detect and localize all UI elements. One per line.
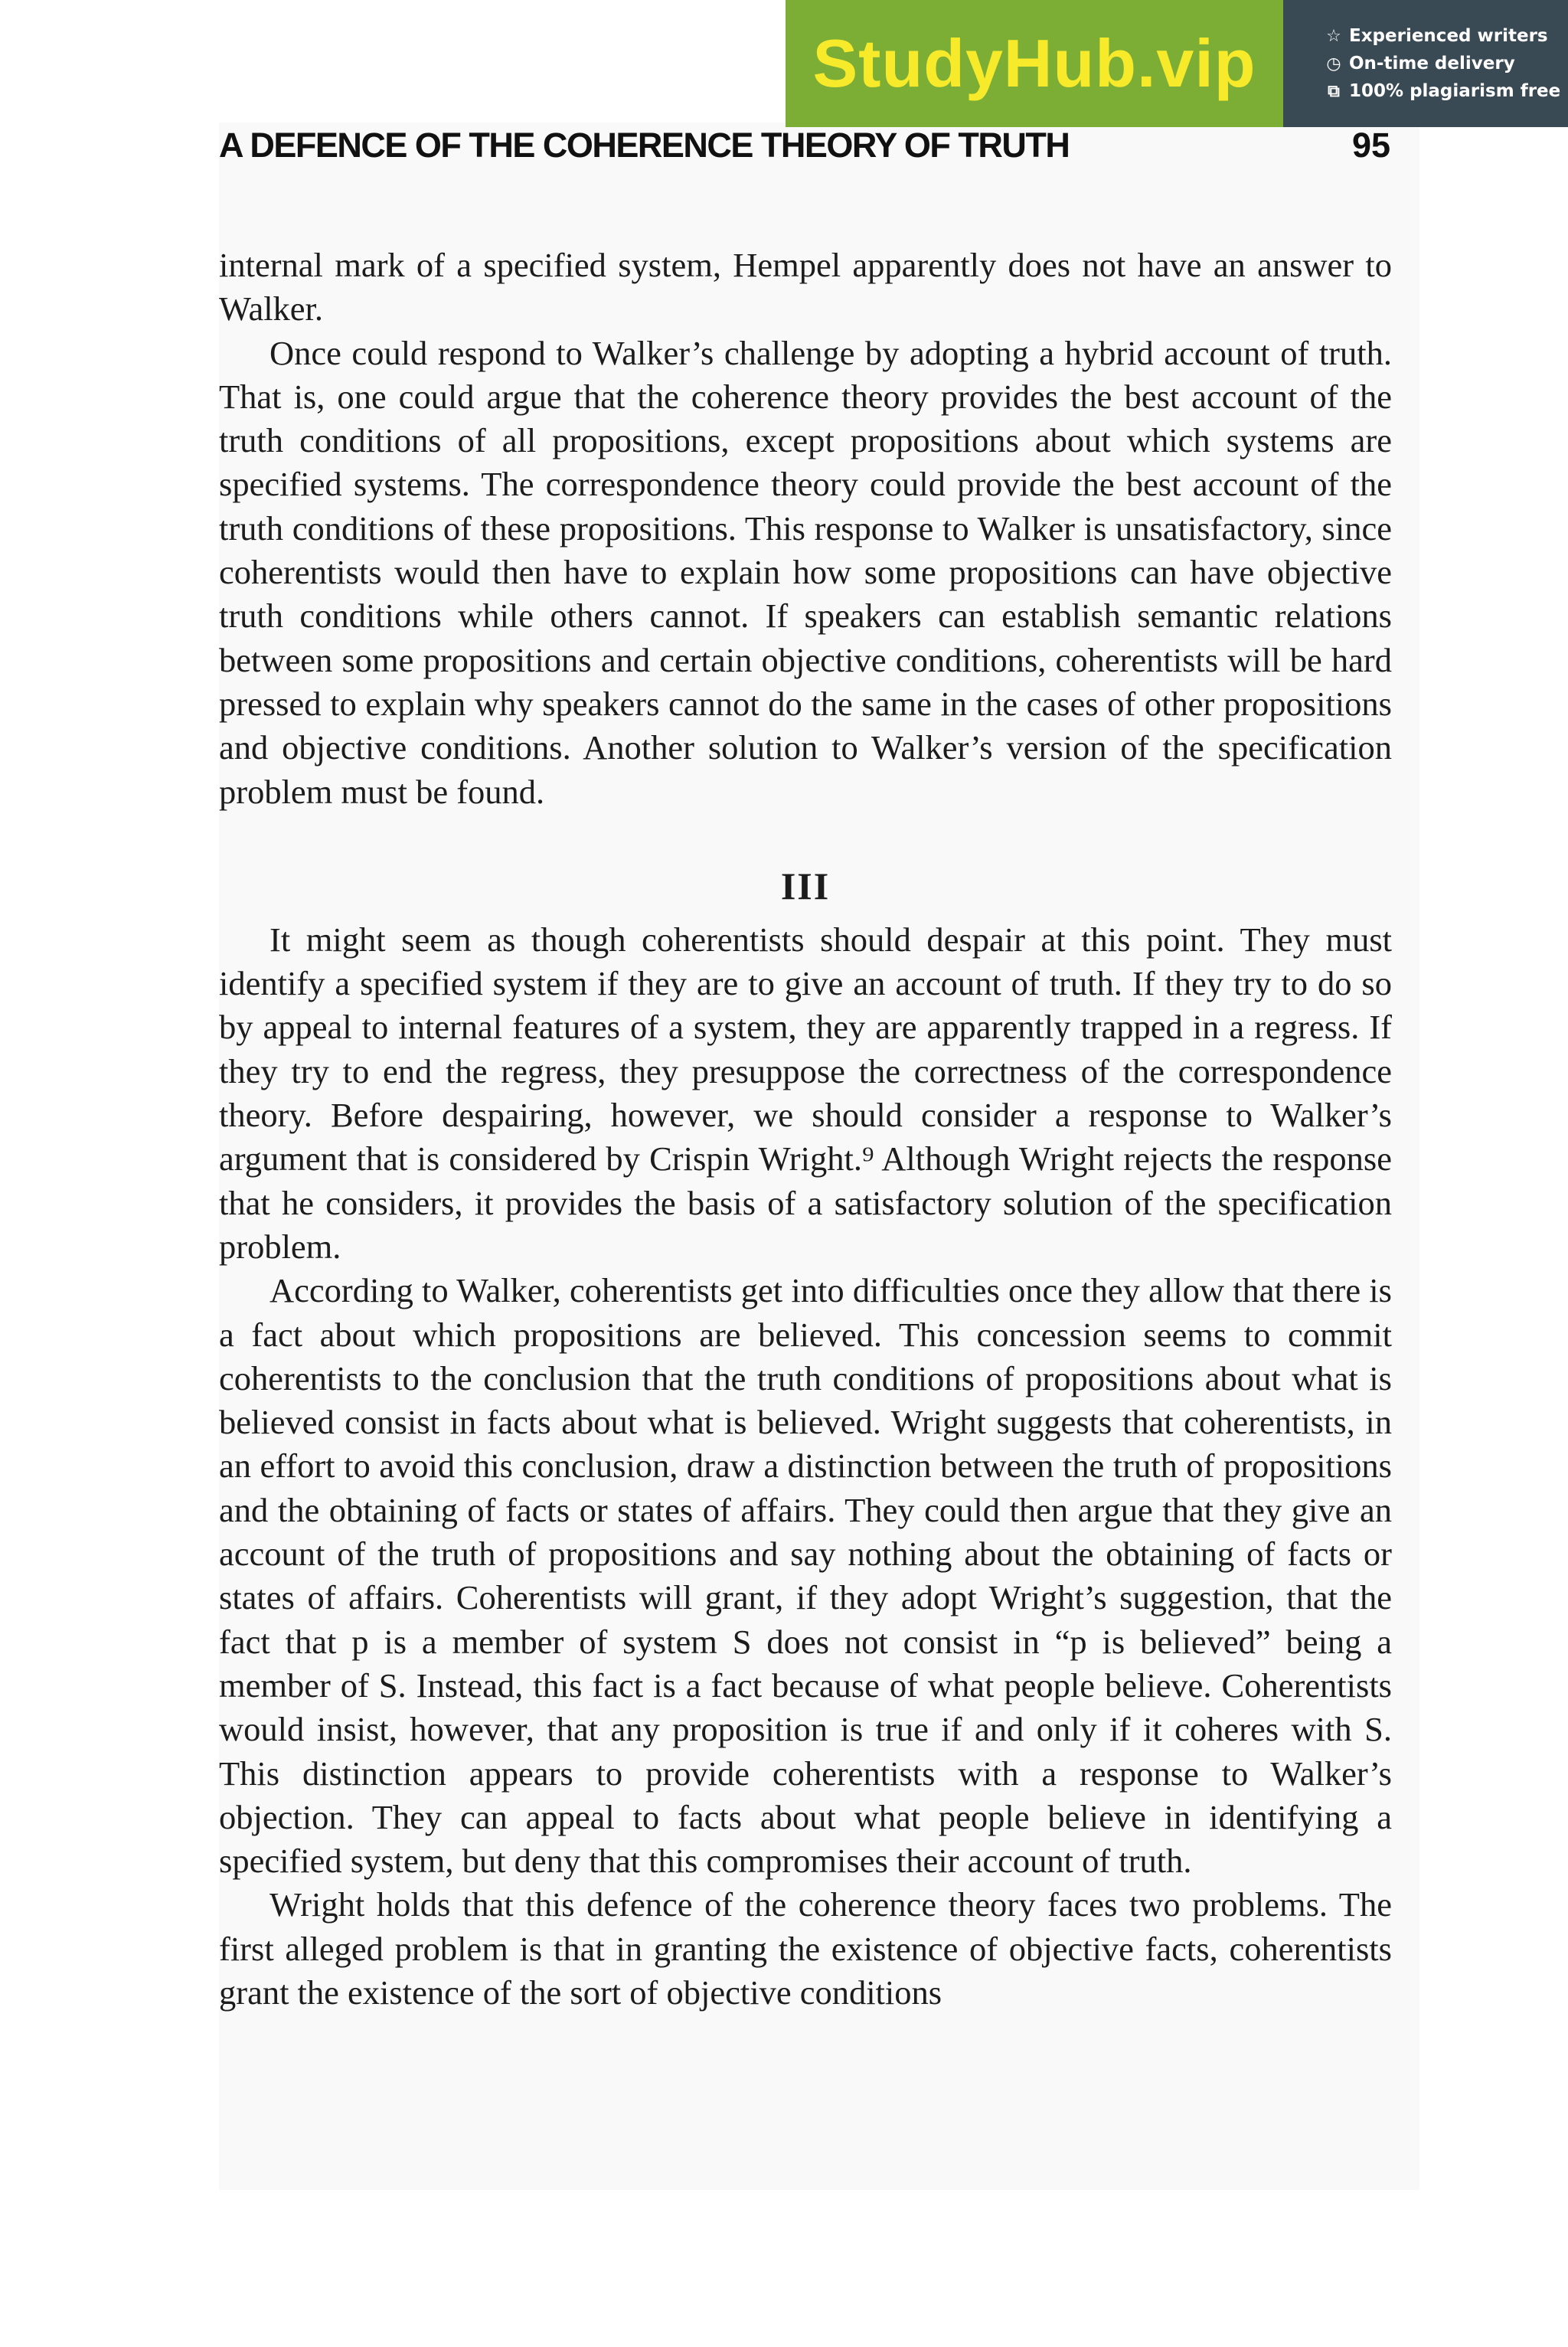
running-title: A DEFENCE OF THE COHERENCE THEORY OF TRUTH — [219, 126, 1070, 165]
star-outline-icon: ☆ — [1326, 26, 1341, 46]
running-head — [219, 124, 1390, 167]
paragraph: Once could respond to Walker’s challenge by adopting a hybrid account of truth. That is, one could argue that the coherence theory provides the best account of the truth conditions of all propositions, except propositions about which systems are specified systems. The correspondence theory could provide the best account of the truth conditions of these propositions. This response to Walker is unsatisfactory, since coherentists would then have to explain how some propositions can have objective truth conditions while others cannot. If speakers can establish semantic relations between some propositions and certain objective conditions, coherentists will be hard pressed to explain why speakers cannot do the same in the cases of other propositions and objective conditions. Another solution to Walker’s version of the specification problem must be found. — [219, 333, 1392, 811]
brand-name: StudyHub.vip — [812, 25, 1256, 101]
body-text — [219, 244, 1392, 2015]
paragraph: Wright holds that this defence of the coherence theory faces two problems. The first alleged problem is that in granting the existence of objective facts, coherentists grant the existence of the sort of objective conditions — [219, 1885, 1392, 2012]
section-heading: III — [780, 864, 831, 907]
perk-label: On-time delivery — [1349, 54, 1515, 74]
copy-icon: ⧉ — [1328, 81, 1340, 101]
paragraph: According to Walker, coherentists get into difficulties once they allow that there is a fact about which propositions are believed. This concession seems to commit coherentists to the conclusion that the truth conditions of propositions about what is believed consist in facts about what is believed. Wright suggests that coherentists, in an effort to avoid this conclusion, draw a distinction between the truth of propositions and the obtaining of facts or states of affairs. They could then argue that they give an account of the truth of propositions and say nothing about the obtaining of facts or states of affairs. Coherentists will grant, if they adopt Wright’s suggestion, that the fact that p is a member of system S does not consist in “p is believed” being a member of S. Instead, this fact is a fact because of what people believe. Coherentists would insist, however, that any proposition is true if and only if it coheres with S. This distinction appears to provide coherentists with a response to Walker’s objection. They can appeal to facts about what people believe in identifying a specified system, but deny that this compromises their account of truth. — [219, 1271, 1392, 1881]
perk-item — [1325, 81, 1568, 101]
page-number: 95 — [1351, 126, 1390, 165]
brand-logo[interactable] — [786, 0, 1283, 127]
perk-label: 100% plagiarism free — [1349, 81, 1561, 101]
paragraph: internal mark of a specified system, Hempel apparently does not have an answer to Walker. — [219, 246, 1392, 329]
perk-item — [1325, 26, 1568, 46]
perk-label: Experienced writers — [1349, 26, 1548, 46]
paragraph: It might seem as though coherentists should despair at this point. They must identify a specified system if they are to give an account of truth. If they try to do so by appeal to internal features of a system, they are apparently trapped in a regress. If they try to end the regress, they presuppose the correctness of the correspondence theory. Before despairing, however, we should consider a response to Walker’s argument that is considered by Crispin Wright.⁹ Although Wright rejects the response that he considers, it provides the basis of a satisfactory solution of the specification problem. — [219, 920, 1392, 1266]
studyhub-banner[interactable] — [786, 0, 1568, 127]
perk-item — [1325, 54, 1568, 74]
clock-icon: ◷ — [1326, 54, 1341, 74]
perks-list — [1283, 0, 1568, 127]
